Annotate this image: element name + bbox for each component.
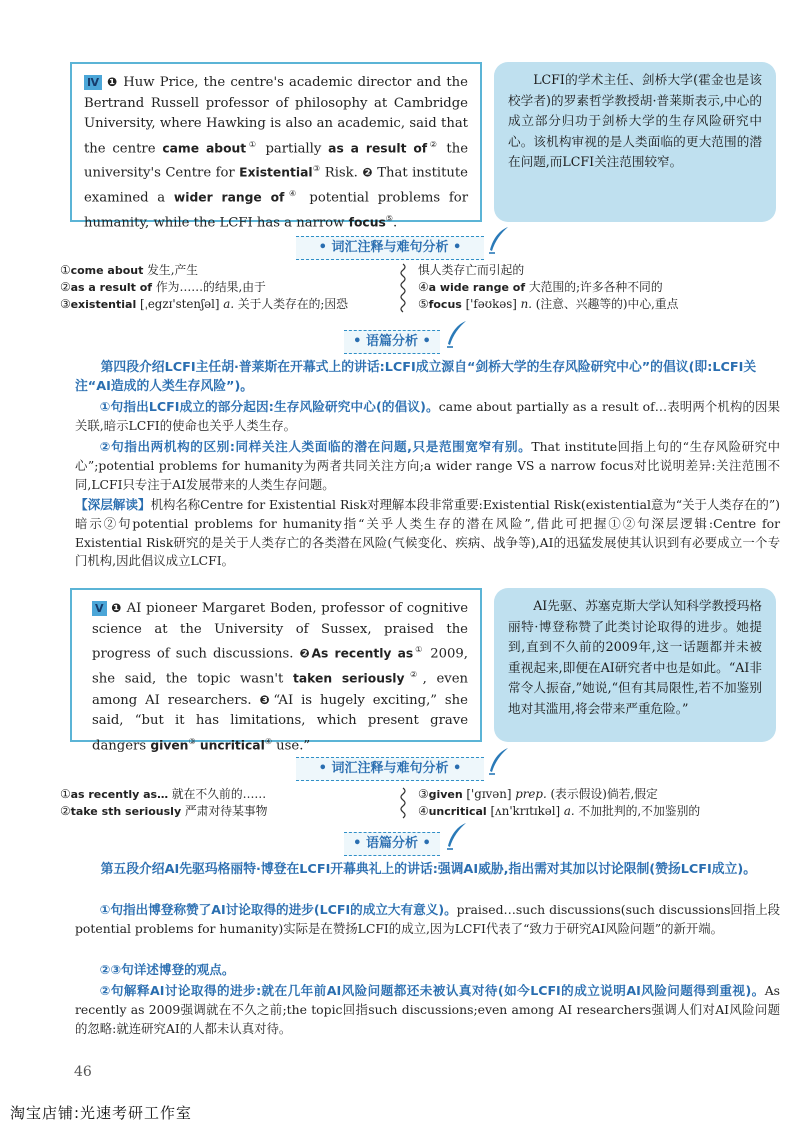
vocab-item: ④a wide range of 大范围的;许多各种不同的 bbox=[418, 280, 663, 294]
passage-text: That institute examined a bbox=[84, 165, 468, 206]
vocab-item: 惧人类存亡而引起的 bbox=[418, 263, 525, 277]
keyword: uncritical bbox=[199, 738, 265, 753]
vocab-list-right bbox=[418, 786, 700, 820]
note-marker: ① bbox=[413, 645, 425, 654]
sentence-marker: ❶ bbox=[106, 75, 119, 89]
keyword: taken seriously bbox=[292, 671, 405, 686]
passage-text: potential problems for humanity, while the LCFI has a narrow bbox=[84, 190, 469, 231]
vocab-banner: • 词汇注释与难句分析 • bbox=[296, 757, 484, 781]
paragraph-number-badge: Ⅴ bbox=[92, 601, 107, 616]
discourse-banner: • 语篇分析 • bbox=[344, 330, 440, 354]
vocab-banner: • 词汇注释与难句分析 • bbox=[296, 236, 484, 260]
binding-spiral-icon bbox=[398, 787, 408, 823]
binding-spiral-icon bbox=[398, 263, 408, 317]
vocab-item: ③existential [ˌegzɪ'stenʃəl] a. 关于人类存在的;因恐 bbox=[60, 297, 348, 311]
note-marker: ③ bbox=[312, 164, 321, 174]
sentence-marker: ❷ bbox=[362, 165, 373, 180]
keyword: As recently as bbox=[311, 646, 414, 661]
keyword: Existential bbox=[239, 165, 313, 180]
note-marker: ④ bbox=[284, 189, 301, 199]
vocab-list-right bbox=[418, 262, 678, 313]
keyword: came about bbox=[162, 140, 247, 155]
vocab-item: ③given ['gɪvən] prep. (表示假设)倘若,假定 bbox=[418, 787, 658, 801]
translation-box-5: AI先驱、苏塞克斯大学认知科学教授玛格丽特·博登称赞了此类讨论取得的进步。她提到,直到不久前的2009年,这一话题都并未被重视起来,即便在AI研究者中也是如此。“AI非常令人振奋,”她说,“但有其局限性,若不加鉴别地对其滥用,将会带来严重危险。” bbox=[494, 588, 776, 742]
passage-text: Risk. bbox=[320, 165, 363, 181]
vocab-item: ④uncritical [ʌn'krɪtɪkəl] a. 不加批判的,不加鉴别的 bbox=[418, 804, 701, 818]
note-marker: ② bbox=[404, 669, 423, 679]
note-marker: ④ bbox=[264, 736, 272, 746]
analysis-heading: 第四段介绍LCFI主任胡·普莱斯在开幕式上的讲话:LCFI成立源自“剑桥大学的生存风险研究中心”的倡议(即:LCFI关注“AI造成的人类生存风险”)。 bbox=[75, 360, 757, 394]
analysis-point: ②③句详述博登的观点。 bbox=[99, 962, 235, 977]
note-marker: ⑤ bbox=[385, 214, 393, 224]
passage-text: “AI is hugely exciting,” she said, “but it has limitations, which present grave dangers bbox=[92, 692, 468, 754]
vocab-list-left bbox=[60, 262, 348, 313]
analysis-point: ①句指出LCFI成立的部分起因:生存风险研究中心(的倡议)。came about partially as a result of…表明两个机构的因果关联,暗示LCFI的使命也关乎人类生存。 bbox=[75, 399, 780, 433]
vocab-item: ⑤focus ['fəʊkəs] n. (注意、兴趣等的)中心,重点 bbox=[418, 297, 679, 311]
vocab-list-left bbox=[60, 786, 267, 820]
passage-box-5 bbox=[70, 588, 482, 754]
passage-text: 2009, she said, the topic wasn't bbox=[92, 646, 468, 687]
analysis-point: ②句指出两机构的区别:同样关注人类面临的潜在问题,只是范围宽窄有别。That institute回指上句的“生存风险研究中心”;potential problems for humanity为两者共同关注方向;a wider range VS a narrow focus对比说明差异:关注范围不同,LCFI只专注于AI发展带来的人类生存问题。 bbox=[75, 439, 780, 492]
quill-icon bbox=[486, 226, 510, 256]
vocab-item: ②as a result of 作为……的结果,由于 bbox=[60, 280, 266, 294]
vocab-item: ②take sth seriously 严肃对待某事物 bbox=[60, 804, 268, 818]
analysis-heading: 第五段介绍AI先驱玛格丽特·博登在LCFI开幕典礼上的讲话:强调AI威胁,指出需对其加以讨论限制(赞扬LCFI成立)。 bbox=[100, 862, 757, 877]
analysis-point: ①句指出博登称赞了AI讨论取得的进步(LCFI的成立大有意义)。praised…such discussions(such discussions回指上段potential problems for humanity)实际是在赞扬LCFI的成立,因为LCFI代表了“致力于研究AI风险问题”的新开端。 bbox=[75, 902, 780, 936]
sentence-marker: ❸ bbox=[259, 692, 274, 707]
passage-text: use.” bbox=[271, 738, 311, 754]
vocab-item: ①come about 发生,产生 bbox=[60, 263, 199, 277]
passage-text: . bbox=[392, 215, 398, 231]
deep-reading: 【深层解读】机构名称Centre for Existential Risk对理解本段非常重要:Existential Risk(existential意为“关于人类存在的”)暗示②句potential problems for humanity指“关乎人类生存的潜在风险”,借此可把握①②句深层逻辑:Centre for Existential Risk研究的是关于人类存亡的各类潜在风险(气候变化、疾病、战争等),AI的迅猛发展使其认识到有必要成立一个专门机构,因此倡议成立LCFI。 bbox=[75, 497, 781, 569]
discourse-banner: • 语篇分析 • bbox=[344, 832, 440, 856]
passage-text: Huw Price, the centre's academic director and the Bertrand Russell professor of philosophy at Cambridge University, where Hawking is also an academic, said that the centre bbox=[84, 75, 468, 156]
quill-icon bbox=[444, 320, 468, 350]
keyword: given bbox=[150, 738, 189, 753]
keyword: as a result of bbox=[328, 140, 428, 155]
keyword: wider range of bbox=[173, 190, 285, 205]
sentence-marker: ❶ bbox=[110, 601, 122, 615]
passage-text: partially bbox=[258, 140, 329, 156]
paragraph-number-badge: Ⅳ bbox=[84, 75, 102, 90]
passage-text: the university's Centre for bbox=[84, 140, 469, 181]
passage-box-4 bbox=[70, 62, 482, 231]
vocab-item: ①as recently as… 就在不久前的…… bbox=[60, 787, 267, 801]
shop-footer: 淘宝店铺:光速考研工作室 bbox=[10, 1104, 193, 1122]
note-marker: ② bbox=[427, 139, 440, 149]
sentence-marker: ❷ bbox=[299, 646, 312, 661]
analysis-point: ②句解释AI讨论取得的进步:就在几年前AI风险问题都还未被认真对待(如今LCFI的成立说明AI风险问题得到重视)。As recently as 2009强调就在不久之前;the topic回指such discussions;even among AI researchers强调人们对AI风险问题的忽略:就连研究AI的人都未认真对待。 bbox=[75, 983, 780, 1036]
page-number: 46 bbox=[74, 1064, 92, 1080]
translation-box-4: LCFI的学术主任、剑桥大学(霍金也是该校学者)的罗素哲学教授胡·普莱斯表示,中心的成立部分归功于剑桥大学的生存风险研究中心。该机构审视的是人类面临的更大范围的潜在问题,而LCFI关注范围较窄。 bbox=[494, 62, 776, 222]
quill-icon bbox=[444, 822, 468, 852]
passage-text: , even among AI researchers. bbox=[92, 671, 468, 708]
keyword: focus bbox=[348, 215, 386, 230]
passage-text: AI pioneer Margaret Boden, professor of cognitive science at the University of Sussex, praised the progress of such discussions. bbox=[92, 601, 468, 662]
note-marker: ③ bbox=[188, 736, 196, 746]
quill-icon bbox=[486, 747, 510, 777]
note-marker: ① bbox=[246, 139, 259, 149]
